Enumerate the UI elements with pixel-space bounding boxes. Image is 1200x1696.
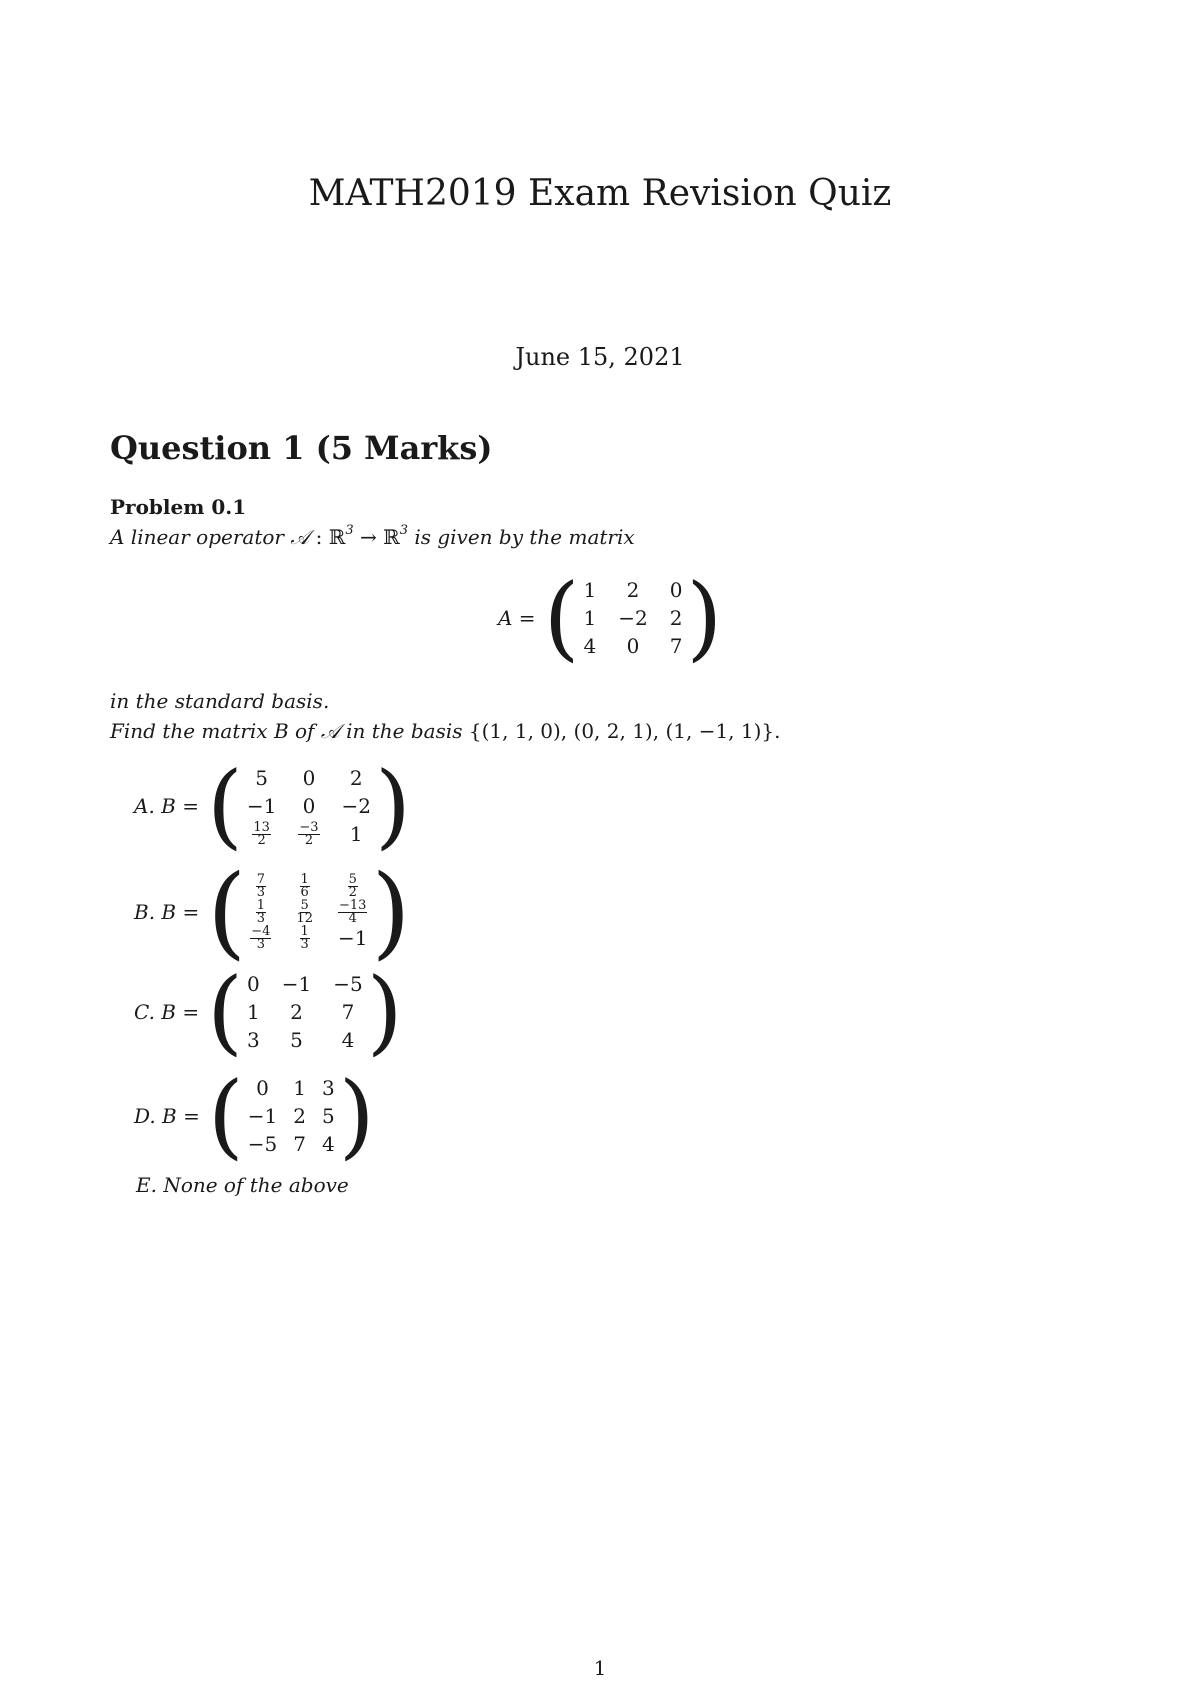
matrix-cell: 7	[293, 1132, 306, 1156]
fraction-denominator: 3	[256, 884, 265, 900]
task-b: B	[273, 719, 289, 743]
matrix-cell: 4	[321, 1132, 335, 1156]
task-of: of	[288, 719, 321, 743]
matrix-cell: −1	[337, 926, 368, 950]
fraction-numerator: 13	[253, 819, 270, 835]
given-matrix-lhs: A =	[498, 606, 536, 630]
problem-label: Problem 0.1	[110, 495, 247, 519]
fraction	[300, 871, 310, 900]
matrix-cell	[250, 923, 271, 952]
option-b-lhs: B. B =	[134, 900, 200, 924]
document-date: June 15, 2021	[515, 343, 685, 371]
matrix-cell: 3	[321, 1076, 335, 1100]
right-paren: )	[686, 564, 723, 671]
task-operator: 𝒜	[320, 719, 340, 743]
fraction-numerator: 1	[256, 897, 265, 913]
matrix-cell: 0	[302, 766, 316, 790]
fraction-denominator: 2	[304, 832, 314, 848]
matrix-cell: 4	[341, 1028, 355, 1052]
matrix-cell: −1	[247, 1104, 278, 1128]
fraction	[250, 923, 271, 952]
matrix-cell: 7	[341, 1000, 355, 1024]
matrix-cell: 1	[247, 1000, 260, 1024]
option-c-matrix	[243, 972, 367, 1052]
fraction-numerator: 5	[300, 897, 309, 913]
problem-intro	[110, 524, 635, 550]
fraction-denominator: 2	[348, 884, 357, 900]
fraction	[338, 897, 367, 926]
fraction-denominator: 3	[256, 936, 265, 952]
basis-note: in the standard basis.	[110, 689, 330, 713]
option-b	[134, 853, 411, 970]
matrix-cell: 0	[302, 794, 316, 818]
right-paren: )	[375, 752, 411, 859]
left-paren: (	[207, 1062, 244, 1169]
task-basis: {(1, 1, 0), (0, 2, 1), (1, −1, 1)}.	[468, 719, 781, 743]
fraction-denominator: 2	[257, 832, 266, 848]
right-paren: )	[371, 853, 411, 970]
matrix-cell: 2	[669, 606, 683, 630]
matrix-cell: −2	[341, 794, 372, 818]
option-d-matrix	[244, 1076, 339, 1156]
given-matrix	[579, 578, 686, 658]
matrix-cell: 1	[583, 606, 597, 630]
fraction	[256, 871, 266, 900]
task-statement	[110, 718, 781, 744]
matrix-cell	[250, 871, 271, 900]
matrix-cell	[338, 871, 367, 900]
option-d	[134, 1062, 375, 1169]
option-d-lhs: D. B =	[134, 1104, 200, 1128]
left-paren: (	[207, 958, 244, 1065]
matrix-cell: 2	[349, 766, 363, 790]
matrix-cell: −1	[246, 794, 277, 818]
intro-prefix: A linear operator	[110, 525, 291, 549]
option-a-lhs: A. B =	[134, 794, 199, 818]
matrix-cell: 5	[321, 1104, 335, 1128]
option-a-matrix	[243, 766, 375, 846]
matrix-cell: 4	[583, 634, 597, 658]
right-paren: )	[338, 1062, 375, 1169]
fraction-numerator: −4	[251, 923, 271, 939]
matrix-cell: 0	[669, 578, 683, 602]
matrix-cell: 0	[256, 1076, 269, 1100]
intro-suffix: is given by the matrix	[407, 525, 635, 549]
option-a	[134, 752, 411, 859]
map-domain: : ℝ	[309, 525, 346, 549]
fraction	[300, 923, 310, 952]
matrix-cell: 0	[247, 972, 260, 996]
matrix-cell: 2	[290, 1000, 303, 1024]
domain-exponent: 3	[345, 523, 354, 539]
given-matrix-block	[498, 564, 723, 671]
fraction-numerator: 1	[300, 923, 309, 939]
matrix-cell: 2	[293, 1104, 306, 1128]
fraction	[252, 819, 271, 848]
matrix-cell	[295, 897, 314, 926]
matrix-cell: −5	[333, 972, 363, 996]
fraction-denominator: 6	[300, 884, 309, 900]
left-paren: (	[543, 564, 580, 671]
matrix-cell	[250, 897, 271, 926]
codomain-exponent: 3	[399, 523, 408, 539]
matrix-cell: 3	[247, 1028, 260, 1052]
matrix-cell: −1	[281, 972, 312, 996]
option-e: E. None of the above	[136, 1173, 349, 1197]
left-paren: (	[207, 853, 247, 970]
document-title: MATH2019 Exam Revision Quiz	[308, 173, 892, 214]
fraction-numerator: −13	[338, 897, 367, 913]
matrix-cell: 0	[626, 634, 640, 658]
page-number: 1	[593, 1656, 607, 1680]
option-c-lhs: C. B =	[134, 1000, 200, 1024]
matrix-cell: 2	[626, 578, 640, 602]
operator-symbol: 𝒜	[290, 525, 310, 549]
fraction-denominator: 4	[348, 910, 357, 926]
fraction-numerator: 1	[300, 871, 309, 887]
matrix-cell: 1	[293, 1076, 306, 1100]
fraction-numerator: 5	[348, 871, 357, 887]
matrix-cell	[298, 819, 319, 848]
fraction-numerator: 7	[256, 871, 265, 887]
matrix-cell: −5	[247, 1132, 278, 1156]
fraction-numerator: −3	[299, 819, 319, 835]
option-b-matrix	[246, 871, 371, 952]
map-codomain: → ℝ	[353, 525, 400, 549]
matrix-cell: 5	[255, 766, 268, 790]
matrix-cell	[295, 923, 314, 952]
fraction	[348, 871, 358, 900]
left-paren: (	[206, 752, 243, 859]
fraction-denominator: 3	[256, 910, 265, 926]
fraction	[295, 897, 314, 926]
matrix-cell: −2	[618, 606, 648, 630]
option-c	[134, 958, 403, 1065]
task-in: in the basis	[339, 719, 469, 743]
matrix-cell: 7	[669, 634, 683, 658]
fraction	[256, 897, 266, 926]
matrix-cell: 1	[583, 578, 597, 602]
question-heading: Question 1 (5 Marks)	[110, 429, 493, 467]
task-prefix: Find the matrix	[110, 719, 274, 743]
fraction	[298, 819, 319, 848]
matrix-cell: 1	[349, 822, 363, 846]
matrix-cell	[338, 897, 367, 926]
fraction-denominator: 12	[296, 910, 313, 926]
matrix-cell	[247, 819, 276, 848]
right-paren: )	[366, 958, 403, 1065]
matrix-cell: 5	[290, 1028, 303, 1052]
matrix-cell	[295, 871, 314, 900]
fraction-denominator: 3	[300, 936, 309, 952]
